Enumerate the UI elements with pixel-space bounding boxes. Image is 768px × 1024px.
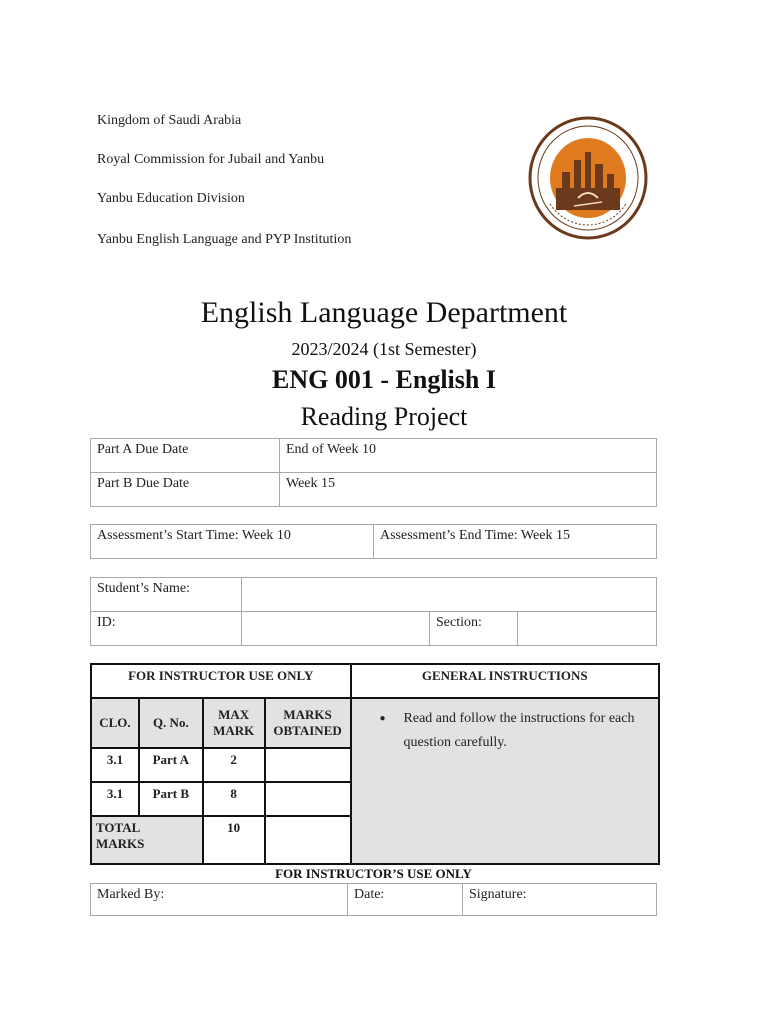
- project-title: Reading Project: [300, 402, 468, 431]
- assessment-end-time: Assessment’s End Time: Week 15: [374, 525, 657, 559]
- instruction-item: ● Read and follow the instructions for each question carefully.: [380, 707, 648, 755]
- total-marks-obtained-field[interactable]: [265, 816, 351, 864]
- row-max-mark: 2: [203, 748, 265, 782]
- header-line-commission: Royal Commission for Jubail and Yanbu: [97, 152, 325, 167]
- signature-field[interactable]: Signature:: [463, 884, 657, 916]
- student-id-field[interactable]: [242, 612, 430, 646]
- assessment-start-time: Assessment’s Start Time: Week 10: [91, 525, 374, 559]
- row-clo: 3.1: [91, 782, 139, 816]
- header-line-institution: Yanbu English Language and PYP Institution: [97, 232, 352, 247]
- marked-by-field[interactable]: Marked By:: [91, 884, 348, 916]
- department-title: English Language Department: [200, 296, 568, 329]
- student-name-field[interactable]: [242, 578, 657, 612]
- due-row-part-b: [91, 473, 657, 507]
- course-title: ENG 001 - English I: [272, 365, 496, 394]
- student-info-table: [90, 577, 657, 646]
- instructor-use-header: FOR INSTRUCTOR USE ONLY: [91, 664, 351, 698]
- student-name-label: Student’s Name:: [91, 578, 242, 612]
- general-instructions-body: [351, 698, 659, 864]
- col-marks-obtained-header: MARKS OBTAINED: [265, 698, 351, 748]
- due-value-part-a: End of Week 10: [280, 439, 657, 473]
- col-max-mark-header: MAX MARK: [203, 698, 265, 748]
- col-clo-header: CLO.: [91, 698, 139, 748]
- section-label: Section:: [430, 612, 518, 646]
- total-marks-label-text: TOTAL MARKS: [96, 820, 145, 851]
- marking-signoff-table: [90, 883, 657, 916]
- row-qno: Part B: [139, 782, 203, 816]
- row-marks-obtained-field[interactable]: [265, 748, 351, 782]
- row-marks-obtained-field[interactable]: [265, 782, 351, 816]
- header-line-kingdom: Kingdom of Saudi Arabia: [97, 113, 242, 128]
- due-row-part-a: [91, 439, 657, 473]
- due-dates-table: [90, 438, 657, 507]
- row-qno: Part A: [139, 748, 203, 782]
- assessment-time-table: [90, 524, 657, 559]
- instructor-use-footer-title: FOR INSTRUCTOR’S USE ONLY: [275, 866, 472, 881]
- section-field[interactable]: [518, 612, 657, 646]
- due-value-part-b: Week 15: [280, 473, 657, 507]
- instructor-marks-table: [90, 663, 660, 865]
- row-max-mark: 8: [203, 782, 265, 816]
- header-line-division: Yanbu Education Division: [97, 191, 245, 206]
- col-qno-header: Q. No.: [139, 698, 203, 748]
- institution-logo: [528, 116, 648, 240]
- student-id-label: ID:: [91, 612, 242, 646]
- total-marks-value: 10: [203, 816, 265, 864]
- due-label-part-a: Part A Due Date: [91, 439, 280, 473]
- academic-year: 2023/2024 (1st Semester): [291, 339, 477, 359]
- general-instructions-header: GENERAL INSTRUCTIONS: [351, 664, 659, 698]
- row-clo: 3.1: [91, 748, 139, 782]
- total-marks-label: [91, 816, 203, 864]
- date-field[interactable]: Date:: [348, 884, 463, 916]
- due-label-part-b: Part B Due Date: [91, 473, 280, 507]
